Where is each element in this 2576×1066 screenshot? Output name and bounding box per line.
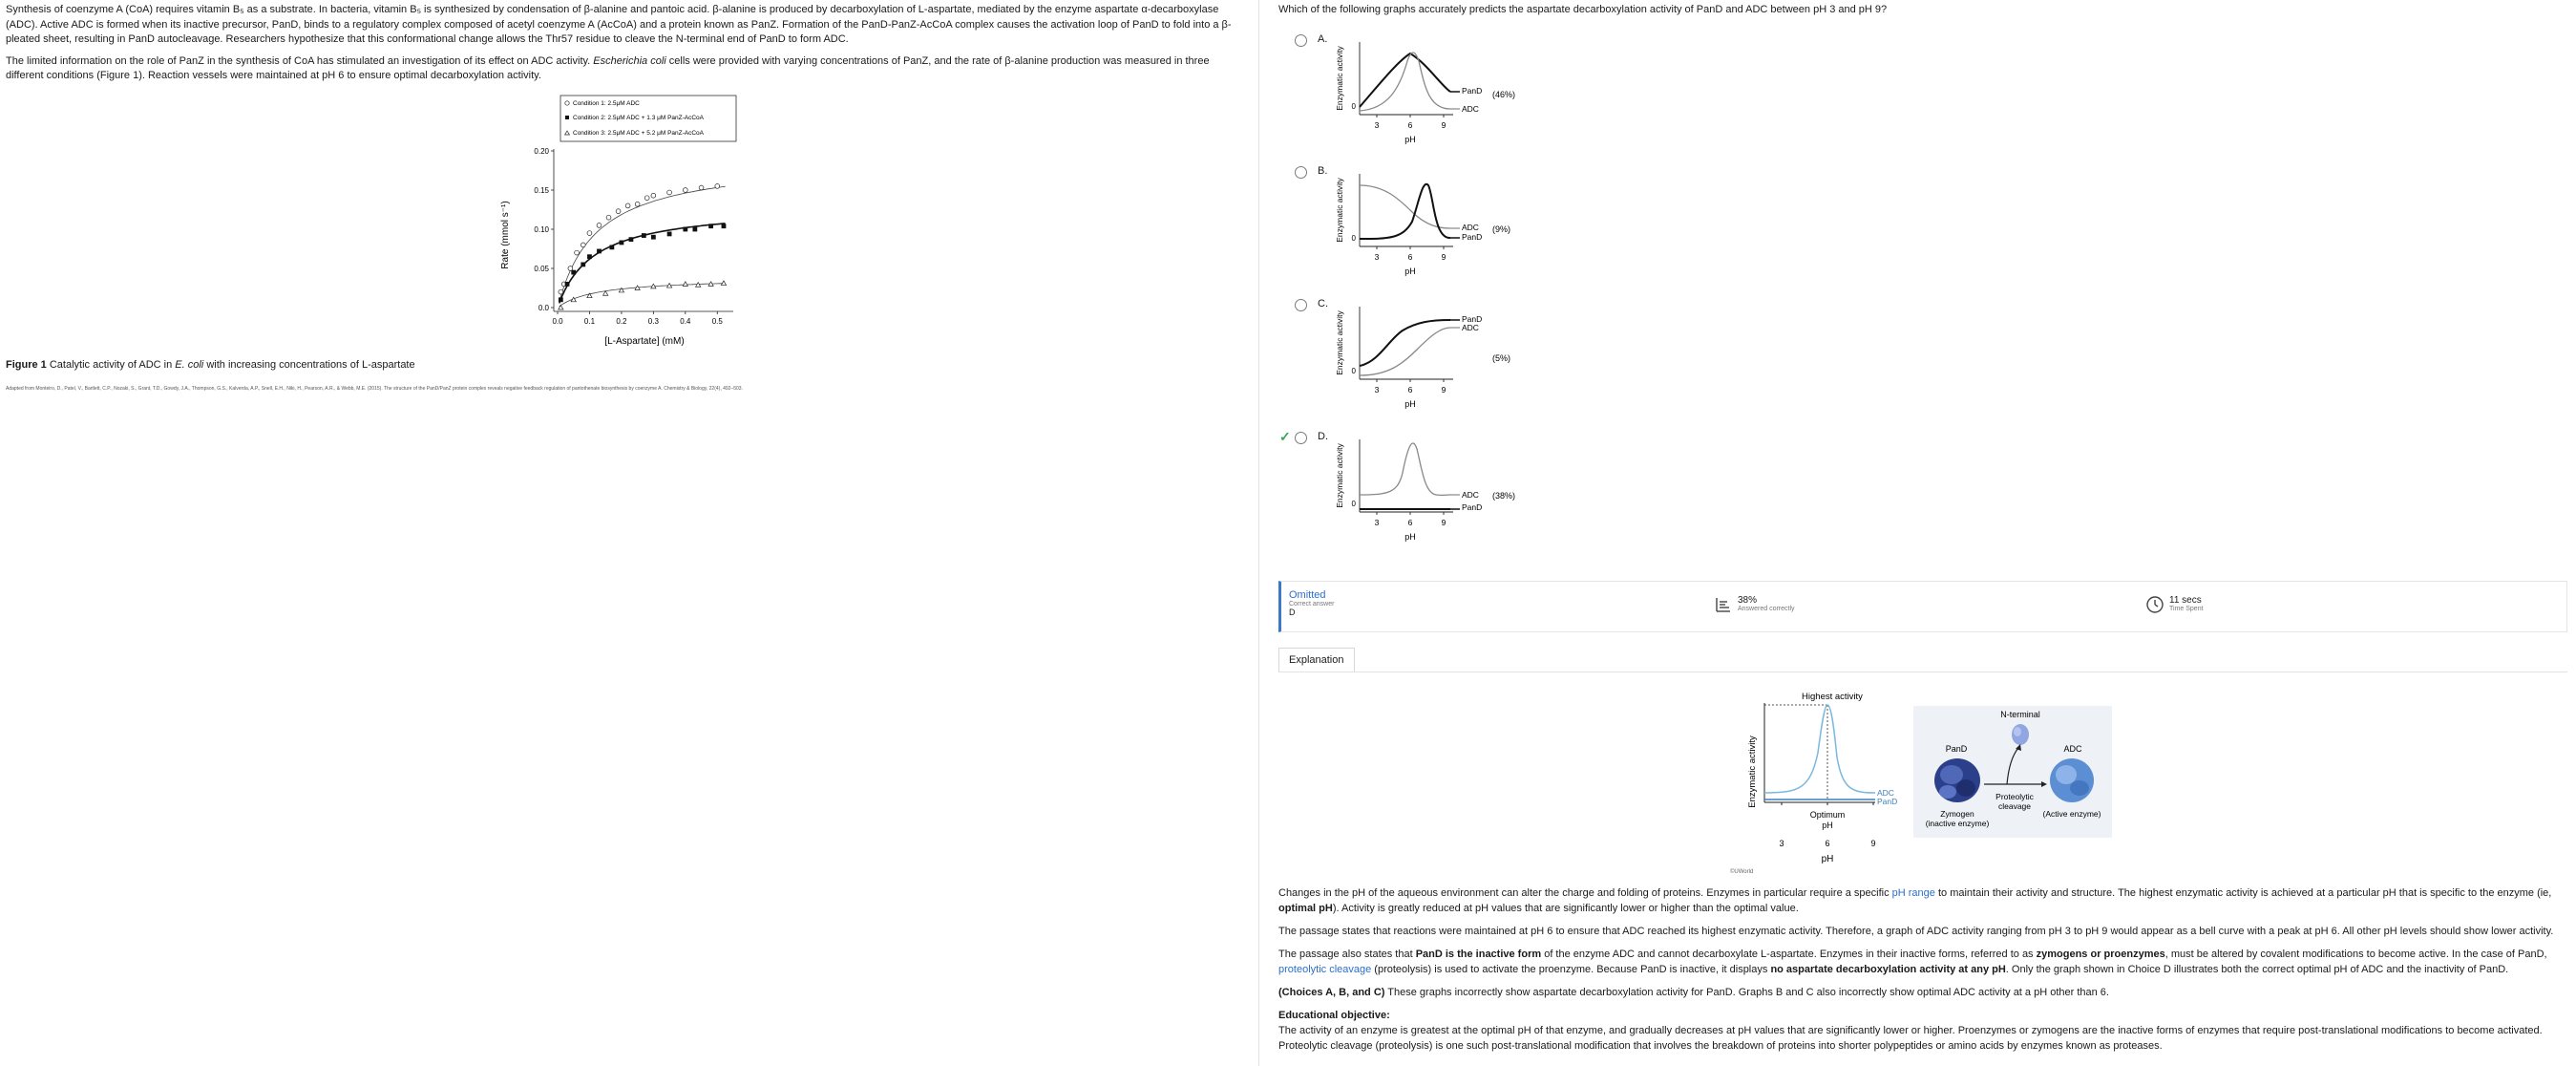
exp-p3-d: (proteolysis) is used to activate the proenzyme. Because PanD is inactive, it displays [1371, 964, 1771, 975]
figure-1-point-condition-2 [692, 227, 697, 232]
mini-axis-x-label: pH [1404, 532, 1416, 542]
choice-b-top-label: ADC [1462, 223, 1479, 232]
choice-b-radio[interactable] [1295, 166, 1307, 179]
choice-c-bottom-label: ADC [1462, 323, 1479, 332]
proteolytic-cleavage-link[interactable]: proteolytic cleavage [1278, 964, 1372, 975]
exp-p3-bold1: PanD is the inactive form [1415, 949, 1542, 960]
exp-p1-c: ). Activity is greatly reduced at pH values that are significantly lower or higher than the optimal value. [1332, 903, 1799, 914]
figure-1-xtick: 0.2 [616, 317, 627, 326]
figure-1-point-condition-2 [629, 237, 634, 242]
passage-pane [0, 0, 1258, 1066]
mini-axis-y-label: Enzymatic activity [1335, 310, 1344, 375]
exp-p4-text: These graphs incorrectly show aspartate decarboxylation activity for PanD. Graphs B and C also incorrectly show optimal ADC activity at a pH other than 6. [1384, 987, 2109, 998]
figure-1-point-condition-1 [568, 266, 573, 271]
question-stem: Which of the following graphs accurately predicts the aspartate decarboxylation activity of PanD and ADC between pH 3 and pH 9? [1278, 4, 1888, 15]
choice-d-top-label: ADC [1462, 490, 1479, 500]
figure-1-axes [534, 147, 733, 326]
figure-1-point-condition-1 [651, 193, 656, 198]
mini-axis-tick: 6 [1407, 120, 1413, 130]
optimum-ph-label: pH [1822, 821, 1833, 830]
explanation-ph-graph [1722, 686, 1932, 867]
mini-axis-tick: 9 [1441, 252, 1446, 262]
figure-1-points [559, 184, 727, 310]
educational-objective-title: Educational objective: [1278, 1010, 1390, 1021]
exp-p3-a: The passage also states that [1278, 949, 1416, 960]
bar-chart-icon [1714, 595, 1733, 614]
choice-b-bottom-label: PanD [1462, 232, 1483, 242]
exp-p3-bold3: no aspartate decarboxylation activity at any pH [1770, 964, 2006, 975]
figure-1-ylabel: Rate (mmol s⁻¹) [500, 201, 511, 269]
mini-axis-tick: 3 [1374, 518, 1380, 527]
mini-axis-y-label: Enzymatic activity [1335, 178, 1344, 243]
choice-b-axes [1335, 174, 1453, 276]
choice-d-adc-curve [1360, 443, 1450, 495]
figure-1-point-condition-3 [683, 282, 687, 287]
choice-b-graph [1331, 164, 1565, 290]
choice-a-radio[interactable] [1295, 34, 1307, 47]
choice-d-radio[interactable] [1295, 432, 1307, 444]
choice-d-axes [1335, 439, 1453, 542]
figure-1-point-condition-2 [597, 249, 602, 254]
mini-axis-zero: 0 [1351, 500, 1356, 508]
figure-1-point-condition-2 [620, 241, 624, 245]
exp-p3-bold2: zymogens or proenzymes [2036, 949, 2165, 960]
explanation-y-label: Enzymatic activity [1747, 736, 1758, 808]
mini-axis-y-label: Enzymatic activity [1335, 46, 1344, 111]
explanation-paragraph-4 [1278, 985, 2567, 1000]
mini-axis-x-label: pH [1404, 135, 1416, 144]
figure-1-point-condition-2 [581, 263, 585, 267]
figure-1-xtick: 0.5 [711, 317, 723, 326]
explanation-tick-3: 3 [1779, 839, 1784, 848]
choice-c-adc-curve [1360, 328, 1450, 375]
mini-axis-tick: 6 [1407, 518, 1413, 527]
choice-b-percent: (9%) [1492, 224, 1511, 234]
time-spent-label: Time Spent [2169, 606, 2204, 612]
figure-1-point-condition-1 [683, 188, 687, 193]
figure-1-point-condition-2 [559, 297, 563, 302]
explanation-adc-label: ADC [1877, 788, 1894, 798]
choice-a-pand-curve [1360, 53, 1450, 107]
choice-b[interactable] [1278, 164, 1565, 296]
passage-paragraph-2 [6, 54, 1247, 84]
figure-1-point-condition-2 [565, 282, 570, 287]
pand-protein-icon [1934, 758, 1980, 802]
explanation-paragraph-2: The passage states that reactions were maintained at pH 6 to ensure that ADC reached its highest enzymatic activity. Therefore, a graph of ADC activity ranging from pH 3 to pH 9 would appear as a bell curve with a peak at pH 6. All other pH levels should show lower activity. [1278, 926, 2554, 937]
figure-1-ytick: 0.0 [538, 304, 549, 312]
choice-b-pand-curve [1360, 184, 1450, 239]
explanation-adc-curve [1764, 705, 1875, 793]
explanation-x-label: pH [1821, 854, 1834, 864]
choice-c-graph [1331, 297, 1565, 423]
question-pane [1278, 0, 2567, 1066]
figure-1-point-condition-2 [683, 227, 687, 232]
caption-italic: E. coli [175, 359, 204, 371]
mini-axis-tick: 9 [1441, 518, 1446, 527]
diagram-adc-label: ADC [2063, 744, 2082, 754]
percent-correct [1738, 595, 1795, 612]
pane-divider[interactable] [1258, 0, 1259, 1066]
ph-range-link[interactable]: pH range [1891, 887, 1935, 899]
caption-text-a: Catalytic activity of ADC in [46, 359, 176, 371]
explanation-paragraph-3 [1278, 947, 2567, 977]
choice-c-top-label: PanD [1462, 314, 1483, 324]
n-terminal-fragment-icon [2012, 724, 2029, 745]
choice-c[interactable] [1278, 297, 1565, 429]
choice-a-adc-curve [1360, 53, 1450, 111]
diagram-pand-label: PanD [1945, 744, 1968, 754]
choice-c-radio[interactable] [1295, 299, 1307, 311]
answer-status [1289, 589, 1334, 618]
figure-1-legend [560, 96, 736, 141]
optimum-label: Optimum [1809, 810, 1846, 820]
explanation-pand-label: PanD [1877, 797, 1898, 806]
figure-1-point-condition-2 [708, 224, 713, 228]
figure-citation: Adapted from Monteiro, D., Patel, V., Bartlett, C.P., Nozaki, S., Grant, T.D., Gowdy, J.A., Thompson, G.S., Kalverda, A.P., Snell, E.H., Niki, H., Pearson, A.R., & Webb, M.E. (2015). The structure of the PanD/PanZ protein complex reveals negative feedback regulation of pantothenate biosynthesis by coenzyme A. Chemistry & Biology, 22(4), 492–503. [6, 386, 743, 392]
exp-p3-b: of the enzyme ADC and cannot decarboxylate L-aspartate. Enzymes in their inactive forms, referred to as [1541, 949, 2037, 960]
choice-c-percent: (5%) [1492, 353, 1511, 363]
legend-label-3: Condition 3: 2.5μM ADC + 5.2 μM PanZ-AcCoA [573, 130, 705, 137]
figure-1-point-condition-1 [644, 196, 649, 201]
figure-1-ytick: 0.15 [534, 186, 549, 195]
mini-axis-tick: 9 [1441, 120, 1446, 130]
figure-1-ytick: 0.05 [534, 265, 549, 273]
correct-answer-label: Correct answer [1289, 601, 1335, 608]
zymogen-label: Zymogen [1940, 809, 1974, 819]
figure-1-point-condition-1 [625, 203, 630, 208]
exp-p3-c: , must be altered by covalent modifications to become active. In the case of PanD, [2164, 949, 2547, 960]
exp-p4-bold: (Choices A, B, and C) [1278, 987, 1385, 998]
zymogen-diagram [1913, 706, 2112, 838]
figure-1-point-condition-3 [559, 305, 563, 309]
mini-axis-zero: 0 [1351, 102, 1356, 111]
inactive-enzyme-label: (inactive enzyme) [1925, 819, 1990, 828]
choice-a-top-label: PanD [1462, 86, 1483, 96]
figure-1-point-condition-1 [635, 202, 640, 206]
mini-axis-x-label: pH [1404, 399, 1416, 409]
p2-text-a: The limited information on the role of PanZ in the synthesis of CoA has stimulated an investigation of its effect on ADC activity. [6, 54, 594, 67]
legend-marker-2 [565, 116, 569, 119]
figure-1-point-condition-2 [667, 232, 672, 237]
mini-axis-tick: 9 [1441, 385, 1446, 394]
choice-a-percent: (46%) [1492, 90, 1516, 99]
figure-1-xtick: 0.0 [552, 317, 563, 326]
choice-c-letter: C. [1318, 298, 1328, 309]
figure-1-point-condition-1 [581, 243, 585, 247]
figure-1-point-condition-2 [722, 224, 727, 228]
figure-label: Figure 1 [6, 359, 47, 371]
figure-1-point-condition-1 [606, 215, 611, 220]
mini-axis-tick: 6 [1407, 252, 1413, 262]
uworld-credit: ©UWorld [1730, 869, 1754, 875]
choice-a-bottom-label: ADC [1462, 104, 1479, 114]
legend-label-2: Condition 2: 2.5μM ADC + 1.3 μM PanZ-AcCoA [573, 115, 705, 121]
time-spent-value: 11 secs [2169, 595, 2202, 606]
figure-1-point-condition-1 [715, 184, 720, 189]
legend-label-1: Condition 1: 2.5μM ADC [573, 100, 640, 107]
p2-italic: Escherichia coli [593, 54, 666, 67]
choice-a-letter: A. [1318, 33, 1328, 45]
clock-icon [2145, 595, 2164, 614]
answer-stats-bar [1278, 581, 2567, 632]
choice-a-graph [1331, 32, 1565, 159]
choice-a[interactable] [1278, 32, 1565, 164]
choice-c-pand-curve [1360, 320, 1450, 366]
choice-c-axes [1335, 307, 1453, 409]
figure-1-ytick: 0.20 [534, 147, 549, 156]
exp-p1-a: Changes in the pH of the aqueous environment can alter the charge and folding of proteins. Enzymes in particular require a specific [1278, 887, 1892, 899]
mini-axis-zero: 0 [1351, 367, 1356, 375]
figure-1-caption [6, 359, 415, 371]
choice-d-letter: D. [1318, 431, 1328, 442]
omitted-label: Omitted [1289, 589, 1326, 601]
choice-d-graph [1331, 430, 1565, 556]
figure-1-point-condition-2 [642, 233, 646, 238]
n-terminal-label: N-terminal [2000, 710, 2040, 719]
passage-paragraph-1: Synthesis of coenzyme A (CoA) requires vitamin B₅ as a substrate. In bacteria, vitamin B₅ is synthesized by condensation of β-alanine and pantoic acid. β-alanine is produced by decarboxylation of L-aspartate, mediated by the enzyme aspartate α-decarboxylase (ADC). Active ADC is formed when its inactive precursor, PanD, binds to a regulatory complex composed of acetyl coenzyme A (AcCoA) and a protein known as PanZ. Formation of the PanD-PanZ-AcCoA complex causes the activation loop of PanD to fold into a β-pleated sheet, resulting in PanD autocleavage. Researchers hypothesize that this conformational change allows the Thr57 residue to cleave the N-terminal end of PanD to form ADC. [6, 4, 1232, 45]
mini-axis-x-label: pH [1404, 266, 1416, 276]
figure-1-point-condition-1 [699, 185, 704, 190]
choice-d[interactable] [1278, 430, 1565, 562]
mini-axis-tick: 3 [1374, 252, 1380, 262]
highest-activity-label: Highest activity [1802, 692, 1863, 702]
percent-correct-label: Answered correctly [1738, 606, 1795, 612]
choice-d-bottom-label: PanD [1462, 502, 1483, 512]
figure-1-point-condition-1 [667, 190, 672, 195]
explanation-tick-9: 9 [1870, 839, 1876, 848]
figure-1-xtick: 0.4 [680, 317, 691, 326]
exp-p1-bold: optimal pH [1278, 903, 1333, 914]
choice-b-letter: B. [1318, 165, 1328, 177]
figure-1-point-condition-2 [571, 270, 576, 275]
cleavage-label: cleavage [1997, 801, 2032, 811]
explanation-tick-6: 6 [1825, 839, 1830, 848]
explanation-tab[interactable]: Explanation [1278, 648, 1355, 672]
correct-check-icon: ✓ [1279, 429, 1291, 444]
correct-answer-value: D [1289, 608, 1296, 617]
figure-1-point-condition-1 [559, 289, 563, 294]
figure-1-point-condition-2 [651, 235, 656, 240]
legend-marker-1 [565, 101, 569, 105]
explanation-paragraph-1 [1278, 885, 2567, 916]
exp-p3-e: . Only the graph shown in Choice D illustrates both the correct optimal pH of ADC and the inactivity of PanD. [2005, 964, 2509, 975]
exp-p1-b: to maintain their activity and structure. The highest enzymatic activity is achieved at a particular pH that is specific to the enzyme (ie, [1934, 887, 2552, 899]
figure-1-point-condition-1 [616, 209, 621, 214]
mini-axis-tick: 6 [1407, 385, 1413, 394]
p2-text-b: cells were provided with varying concentrations of PanZ, and the rate of β-alanine production was measured in three different conditions (Figure 1). Reaction vessels were maintained at pH 6 to ensure optimal decarboxylation activity. [6, 54, 1210, 81]
time-spent [2169, 595, 2204, 612]
mini-axis-tick: 3 [1374, 120, 1380, 130]
choice-d-percent: (38%) [1492, 491, 1516, 501]
figure-1-point-condition-1 [587, 231, 592, 236]
mini-axis-y-label: Enzymatic activity [1335, 443, 1344, 508]
figure-1-point-condition-1 [597, 224, 602, 228]
figure-1-point-condition-2 [609, 245, 614, 249]
figure-1-point-condition-2 [587, 254, 592, 259]
active-enzyme-label: (Active enzyme) [2042, 809, 2101, 819]
figure-1-xtick: 0.3 [647, 317, 659, 326]
caption-text-b: with increasing concentrations of L-aspartate [203, 359, 415, 371]
figure-1-chart [500, 92, 806, 350]
mini-axis-tick: 3 [1374, 385, 1380, 394]
educational-objective-text: The activity of an enzyme is greatest at the optimal pH of that enzyme, and gradually decreases at pH values that are significantly lower or higher. Proenzymes or zymogens are the inactive forms of enzymes that require post-translational modifications to become activated. Proteolytic cleavage (proteolysis) is one such post-translational modification that involves the breakdown of proteins into shorter polypeptides or amino acids by enzymes known as proteases. [1278, 1025, 2543, 1052]
figure-1-ytick: 0.10 [534, 225, 549, 234]
figure-1-xlabel: [L-Aspartate] (mM) [604, 336, 685, 347]
mini-axis-zero: 0 [1351, 234, 1356, 243]
figure-1-xtick: 0.1 [583, 317, 596, 326]
adc-protein-icon [2050, 758, 2094, 802]
figure-1-point-condition-3 [721, 281, 726, 286]
choice-a-axes [1335, 42, 1453, 144]
figure-1-point-condition-1 [575, 250, 580, 255]
percent-correct-value: 38% [1738, 595, 1758, 606]
proteolytic-label: Proteolytic [1995, 792, 2034, 801]
